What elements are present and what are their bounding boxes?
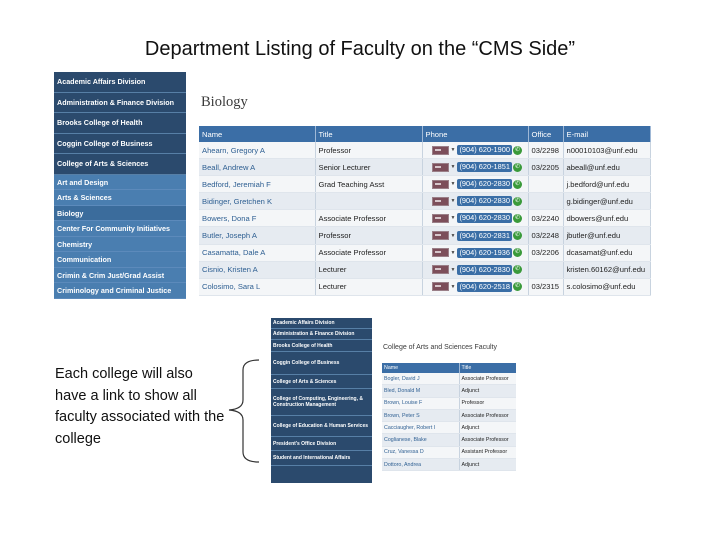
table-row xyxy=(382,373,516,385)
table-row xyxy=(199,244,650,261)
college-faculty-table xyxy=(382,363,516,471)
call-icon[interactable]: ✆ xyxy=(514,249,521,256)
table-row xyxy=(199,278,650,295)
office-number xyxy=(528,176,563,193)
email-link[interactable]: dcasamat@unf.edu xyxy=(563,244,650,261)
phone-widget xyxy=(426,210,525,226)
sidebar-item-department[interactable]: Center For Community Initiatives xyxy=(54,221,186,237)
table-row xyxy=(199,193,650,210)
sidebar-item-department[interactable]: Criminology and Criminal Justice xyxy=(54,283,186,299)
faculty-name-link[interactable]: Brown, Louise F xyxy=(382,397,459,409)
phone-cell xyxy=(422,176,528,193)
phone-widget xyxy=(426,279,525,295)
faculty-name-link[interactable]: Cruz, Vanessa D xyxy=(382,446,459,458)
faculty-name-link[interactable]: Cacciaugher, Robert I xyxy=(382,422,459,434)
country-flag-icon[interactable] xyxy=(432,248,449,257)
call-icon[interactable]: ✆ xyxy=(514,266,521,273)
brace-connector xyxy=(225,356,265,466)
faculty-name-link[interactable]: Bled, Donald M xyxy=(382,385,459,397)
phone-widget xyxy=(426,228,525,244)
country-flag-icon[interactable] xyxy=(432,163,449,172)
phone-cell xyxy=(422,227,528,244)
column-header: Title xyxy=(315,126,422,142)
sidebar-item-department[interactable]: Chemistry xyxy=(54,237,186,253)
faculty-name-link[interactable]: Dottoro, Andrea xyxy=(382,459,459,471)
faculty-title: Lecturer xyxy=(315,278,422,295)
faculty-title: Grad Teaching Asst xyxy=(315,176,422,193)
faculty-name-link[interactable]: Colosimo, Sara L xyxy=(199,278,315,295)
phone-cell xyxy=(422,142,528,159)
faculty-title: Associate Professor xyxy=(315,244,422,261)
faculty-name-link[interactable]: Bedford, Jeremiah F xyxy=(199,176,315,193)
faculty-title: Adjunct xyxy=(459,422,516,434)
faculty-name-link[interactable]: Beall, Andrew A xyxy=(199,159,315,176)
sidebar-sub-list xyxy=(54,175,186,299)
chevron-down-icon[interactable]: ▼ xyxy=(450,198,456,205)
email-link[interactable]: n00010103@unf.edu xyxy=(563,142,650,159)
office-number: 03/2315 xyxy=(528,278,563,295)
email-link[interactable]: jbutler@unf.edu xyxy=(563,227,650,244)
phone-number: (904) 620-2830 xyxy=(459,196,510,206)
email-link[interactable]: s.colosimo@unf.edu xyxy=(563,278,650,295)
sidebar-item-college[interactable]: Academic Affairs Division xyxy=(271,318,372,329)
faculty-table xyxy=(199,126,651,296)
sidebar-item-department[interactable]: Art and Design xyxy=(54,175,186,191)
phone-cell xyxy=(422,210,528,227)
phone-cell xyxy=(422,261,528,278)
chevron-down-icon[interactable]: ▼ xyxy=(450,215,456,222)
faculty-title: Associate Professor xyxy=(315,210,422,227)
phone-widget xyxy=(426,193,525,209)
sidebar-item-college[interactable]: Coggin College of Business xyxy=(271,352,372,375)
table-row xyxy=(199,210,650,227)
office-number: 03/2206 xyxy=(528,244,563,261)
slide-note: Each college will also have a link to show all faculty associated with the college xyxy=(55,366,225,447)
sidebar-item-college[interactable]: Brooks College of Health xyxy=(54,113,186,134)
sidebar-item-college[interactable]: Student and International Affairs xyxy=(271,451,372,466)
phone-number: (904) 620-1900 xyxy=(459,145,510,155)
table-row xyxy=(199,261,650,278)
chevron-down-icon[interactable]: ▼ xyxy=(450,266,456,273)
email-link[interactable]: kristen.60162@unf.edu xyxy=(563,261,650,278)
call-icon[interactable]: ✆ xyxy=(514,180,521,187)
office-number: 03/2240 xyxy=(528,210,563,227)
faculty-title xyxy=(315,193,422,210)
faculty-title: Assistant Professor xyxy=(459,446,516,458)
table-row xyxy=(382,422,516,434)
call-icon[interactable]: ✆ xyxy=(514,146,521,153)
email-link[interactable]: abeall@unf.edu xyxy=(563,159,650,176)
sidebar-item-college[interactable]: Academic Affairs Division xyxy=(54,72,186,93)
country-flag-icon[interactable] xyxy=(432,231,449,240)
college-faculty-title: College of Arts and Sciences Faculty xyxy=(383,344,498,351)
sidebar-item-college[interactable]: College of Arts & Sciences xyxy=(54,154,186,175)
email-link[interactable]: dbowers@unf.edu xyxy=(563,210,650,227)
chevron-down-icon[interactable]: ▼ xyxy=(450,147,456,154)
phone-cell xyxy=(422,159,528,176)
phone-number: (904) 620-2830 xyxy=(459,264,510,274)
faculty-title: Associate Professor xyxy=(459,434,516,446)
faculty-title: Professor xyxy=(315,142,422,159)
call-icon[interactable]: ✆ xyxy=(514,283,521,290)
faculty-title: Professor xyxy=(315,227,422,244)
call-icon[interactable]: ✆ xyxy=(514,197,521,204)
phone-number: (904) 620-2830 xyxy=(459,179,510,189)
phone-widget xyxy=(426,142,525,158)
country-flag-icon[interactable] xyxy=(432,146,449,155)
phone-cell xyxy=(422,193,528,210)
sidebar-item-college[interactable]: College of Education & Human Services xyxy=(271,416,372,437)
college-faculty-screenshot xyxy=(271,318,516,483)
call-icon[interactable]: ✆ xyxy=(514,232,521,239)
country-flag-icon[interactable] xyxy=(432,197,449,206)
faculty-title: Professor xyxy=(459,397,516,409)
college-sidebar xyxy=(54,72,186,300)
faculty-title: Adjunct xyxy=(459,385,516,397)
chevron-down-icon[interactable]: ▼ xyxy=(450,283,456,290)
faculty-name-link[interactable]: Cisnio, Kristen A xyxy=(199,261,315,278)
sidebar-item-college[interactable]: Brooks College of Health xyxy=(271,340,372,352)
country-flag-icon[interactable] xyxy=(432,214,449,223)
chevron-down-icon[interactable]: ▼ xyxy=(450,249,456,256)
phone-number: (904) 620-2518 xyxy=(459,281,510,291)
table-row xyxy=(199,159,650,176)
faculty-name-link[interactable]: Coglianese, Blake xyxy=(382,434,459,446)
sidebar-item-department[interactable]: Communication xyxy=(54,252,186,268)
table-row xyxy=(382,434,516,446)
sidebar-item-department[interactable]: Arts & Sciences xyxy=(54,190,186,206)
office-number: 03/2205 xyxy=(528,159,563,176)
sidebar-item-college[interactable]: Administration & Finance Division xyxy=(271,329,372,340)
sidebar-item-college[interactable]: Coggin College of Business xyxy=(54,134,186,155)
table-row xyxy=(382,446,516,458)
country-flag-icon[interactable] xyxy=(432,265,449,274)
faculty-name-link[interactable]: Butler, Joseph A xyxy=(199,227,315,244)
phone-cell xyxy=(422,278,528,295)
table-row xyxy=(199,142,650,159)
column-header: Name xyxy=(382,363,459,373)
phone-number: (904) 620-1851 xyxy=(459,162,510,172)
sidebar-item-college[interactable]: College of Arts & Sciences xyxy=(271,375,372,389)
faculty-name-link[interactable]: Ahearn, Gregory A xyxy=(199,142,315,159)
office-number: 03/2298 xyxy=(528,142,563,159)
college-sidebar-small xyxy=(271,318,372,483)
call-icon[interactable]: ✆ xyxy=(514,163,521,170)
faculty-name-link[interactable]: Brown, Peter S xyxy=(382,409,459,421)
email-link[interactable]: g.bidinger@unf.edu xyxy=(563,193,650,210)
sidebar-item-department[interactable]: Crimin & Crim Just/Grad Assist xyxy=(54,268,186,284)
slide-title: Department Listing of Faculty on the “CMS Side” xyxy=(144,38,576,60)
sidebar-item-department[interactable]: Biology xyxy=(54,206,186,222)
faculty-title: Lecturer xyxy=(315,261,422,278)
column-header: Name xyxy=(199,126,315,142)
biology-faculty-screenshot xyxy=(54,72,650,300)
chevron-down-icon[interactable]: ▼ xyxy=(450,164,456,171)
phone-widget xyxy=(426,159,525,175)
office-number xyxy=(528,261,563,278)
table-row xyxy=(382,409,516,421)
sidebar-item-college[interactable]: College of Computing, Engineering, & Construction Management xyxy=(271,389,372,416)
office-number xyxy=(528,193,563,210)
country-flag-icon[interactable] xyxy=(432,180,449,189)
table-row xyxy=(199,227,650,244)
email-link[interactable]: j.bedford@unf.edu xyxy=(563,176,650,193)
call-icon[interactable]: ✆ xyxy=(514,214,521,221)
faculty-title: Associate Professor xyxy=(459,373,516,385)
column-header: E-mail xyxy=(563,126,650,142)
chevron-down-icon[interactable]: ▼ xyxy=(450,181,456,188)
faculty-title: Associate Professor xyxy=(459,409,516,421)
office-number: 03/2248 xyxy=(528,227,563,244)
chevron-down-icon[interactable]: ▼ xyxy=(450,232,456,239)
phone-widget xyxy=(426,245,525,261)
phone-widget xyxy=(426,176,525,192)
faculty-name-link[interactable]: Bowers, Dona F xyxy=(199,210,315,227)
country-flag-icon[interactable] xyxy=(432,282,449,291)
sidebar-item-college[interactable]: President's Office Division xyxy=(271,437,372,451)
sidebar-main-list xyxy=(54,72,186,175)
faculty-name-link[interactable]: Bidinger, Gretchen K xyxy=(199,193,315,210)
faculty-title: Senior Lecturer xyxy=(315,159,422,176)
phone-number: (904) 620-2831 xyxy=(459,230,510,240)
faculty-title: Adjunct xyxy=(459,459,516,471)
column-header: Office xyxy=(528,126,563,142)
phone-widget xyxy=(426,262,525,278)
phone-number: (904) 620-2830 xyxy=(459,213,510,223)
table-row xyxy=(199,176,650,193)
phone-number: (904) 620-1936 xyxy=(459,247,510,257)
table-row xyxy=(382,397,516,409)
column-header: Title xyxy=(459,363,516,373)
table-row xyxy=(382,459,516,471)
sidebar-item-college[interactable]: Administration & Finance Division xyxy=(54,93,186,114)
department-title: Biology xyxy=(201,94,248,110)
column-header: Phone xyxy=(422,126,528,142)
faculty-name-link[interactable]: Bogler, David J xyxy=(382,373,459,385)
table-row xyxy=(382,385,516,397)
faculty-name-link[interactable]: Casamatta, Dale A xyxy=(199,244,315,261)
phone-cell xyxy=(422,244,528,261)
